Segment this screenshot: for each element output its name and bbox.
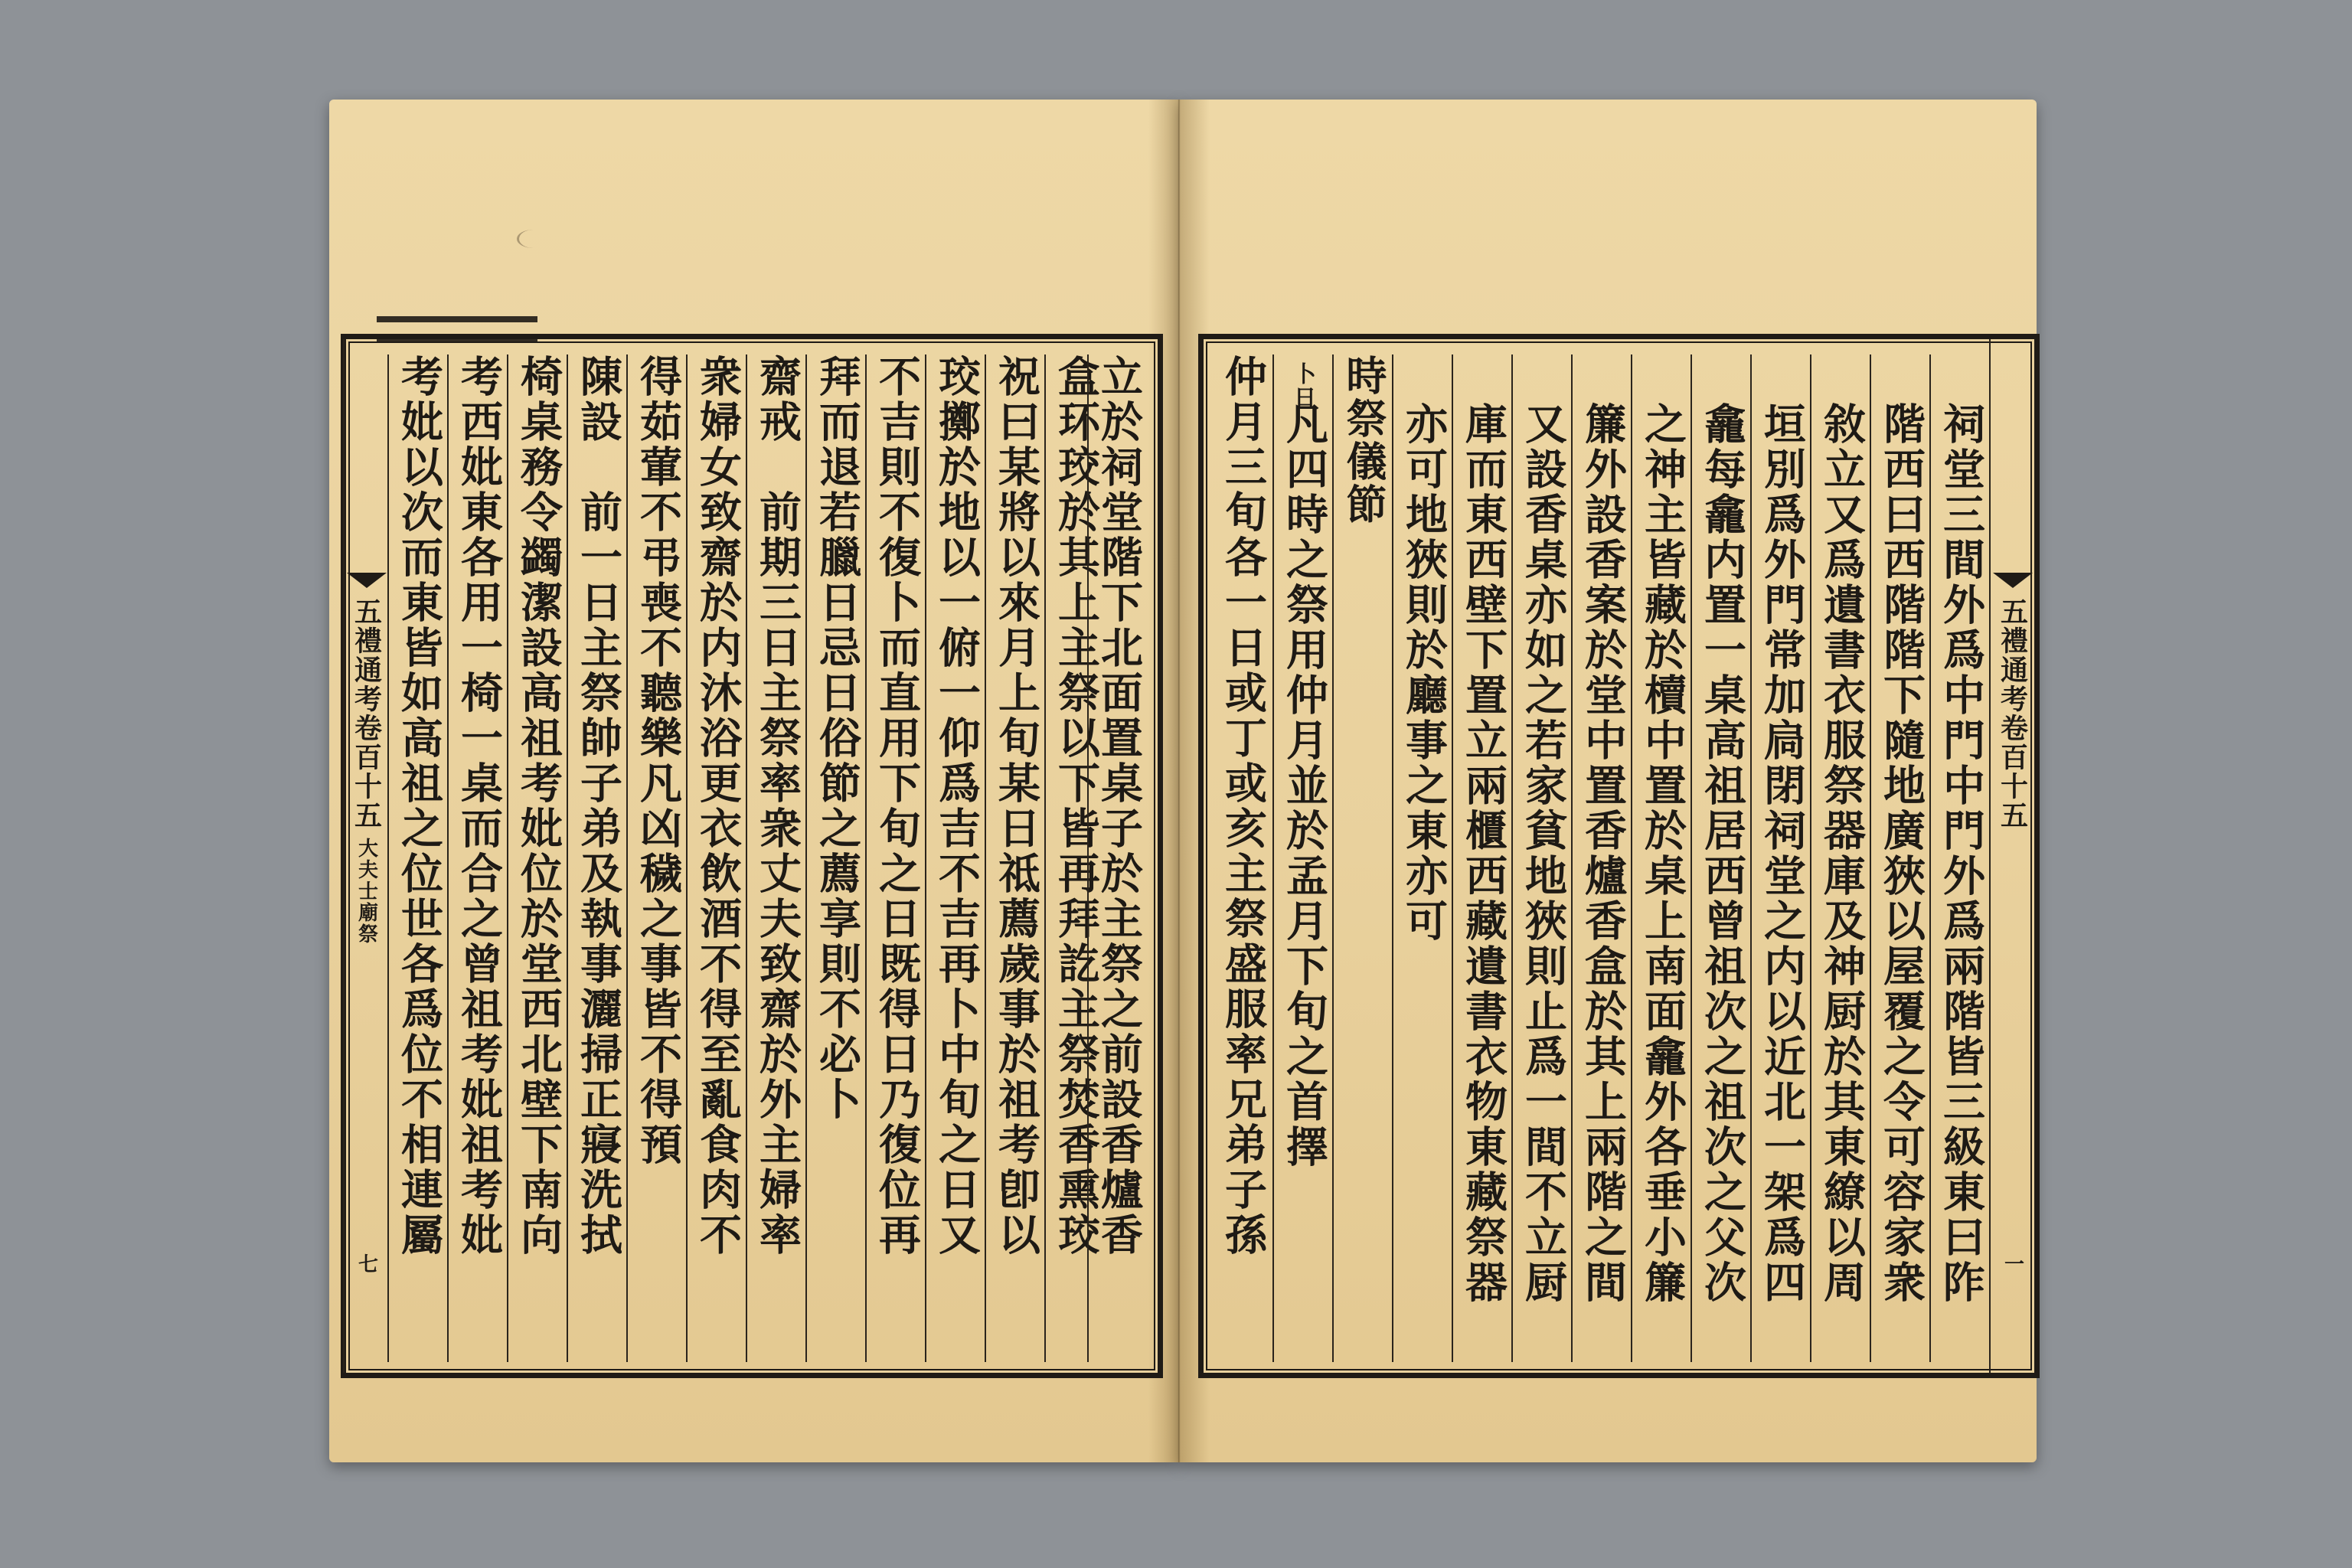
text-column xyxy=(1511,354,1573,1362)
right-spine xyxy=(1989,339,2035,1373)
text-column xyxy=(1631,354,1692,1362)
text-column xyxy=(1870,354,1931,1362)
spine-title: 五禮通考卷百十五 xyxy=(350,597,383,830)
column-text: 齋戒 前期三日主祭率衆丈夫致齋於外主婦率 xyxy=(753,354,802,1258)
column-text: 仲月三旬各一日或丁或亥主祭盛服率兄弟子孫 xyxy=(1218,354,1268,1258)
column-text: 敘立又爲遺書衣服祭器庫及神厨於其東繚以周 xyxy=(1817,402,1867,1305)
right-text-frame xyxy=(1198,334,2040,1378)
column-text: 亦可地狹則於廳事之東亦可 xyxy=(1399,402,1449,944)
paper-stain xyxy=(517,230,550,248)
column-text: 拜而退若臘日忌日俗節之薦享則不必卜 xyxy=(812,354,862,1122)
text-column xyxy=(1332,354,1393,1362)
text-column xyxy=(1452,354,1513,1362)
column-text: 衆婦女致齋於内沐浴更衣飲酒不得至亂食肉不 xyxy=(693,354,743,1258)
column-text: 階西曰西階階下隨地廣狹以屋覆之令可容家衆 xyxy=(1877,402,1926,1305)
column-text: 庫而東西壁下置立兩櫃西藏遺書衣物東藏祭器 xyxy=(1459,402,1508,1305)
text-column xyxy=(567,354,628,1362)
column-text: 考西妣東各用一椅一桌而合之曾祖考妣祖考妣 xyxy=(454,354,504,1258)
text-column xyxy=(507,354,568,1362)
column-text: 又設香桌亦如之若家貧地狹則止爲一間不立厨 xyxy=(1518,402,1568,1305)
spine-folio: 一 xyxy=(2001,1253,2024,1273)
text-column xyxy=(865,354,926,1362)
column-text: 珓擲於地以一俯一仰爲吉不吉再卜中旬之日又 xyxy=(932,354,982,1258)
text-column xyxy=(387,354,449,1362)
column-text: 龕每龕内置一桌高祖居西曾祖次之祖次之父次 xyxy=(1697,402,1747,1305)
column-text: 陳設 前一日主祭帥子弟及執事灑掃正寢洗拭 xyxy=(573,354,623,1258)
text-column xyxy=(1272,354,1334,1362)
column-text: 椅桌務令蠲潔設高祖考妣位於堂西北壁下南向 xyxy=(514,354,564,1258)
column-text: 立於祠堂階下北面置桌子於主祭之前設香爐香 xyxy=(1094,354,1144,1258)
text-column xyxy=(1929,354,1991,1362)
text-column xyxy=(686,354,747,1362)
column-text: 垣別爲外門常加扃閉祠堂之内以近北一架爲四 xyxy=(1757,402,1807,1305)
column-text: 之神主皆藏於櫝中置於桌上南面龕外各垂小簾 xyxy=(1638,402,1687,1305)
text-column xyxy=(1750,354,1811,1362)
left-spine xyxy=(343,339,389,1373)
column-text: 凡四時之祭用仲月並於孟月下旬之首擇 xyxy=(1279,402,1329,1170)
text-column xyxy=(1087,354,1148,1362)
column-text: 祝曰某將以來月上旬某日祗薦歲事於祖考卽以 xyxy=(991,354,1041,1258)
text-column xyxy=(1571,354,1632,1362)
column-text: 不吉則不復卜而直用下旬之日既得日乃復位再 xyxy=(872,354,922,1258)
column-text: 盒环珓於其上主祭以下皆再拜訖主祭焚香熏珓 xyxy=(1051,354,1101,1258)
fish-tail-mark-icon xyxy=(1993,573,2033,588)
text-column xyxy=(1690,354,1752,1362)
left-text-frame xyxy=(341,334,1163,1378)
entry-label: 卜日 xyxy=(1291,362,1317,410)
text-column xyxy=(1213,354,1272,1362)
section-heading: 時祭儀節 xyxy=(1340,354,1387,526)
text-column xyxy=(985,354,1046,1362)
column-text: 考妣以次而東皆如高祖之位世各爲位不相連屬 xyxy=(394,354,444,1258)
text-column xyxy=(925,354,986,1362)
column-text: 簾外設香案於堂中置香爐香盒於其上兩階之間 xyxy=(1578,402,1628,1305)
spine-subtitle: 大夫士廟祭 xyxy=(354,838,378,945)
column-text: 祠堂三間外爲中門中門外爲兩階皆三級東曰阼 xyxy=(1936,402,1986,1305)
text-column xyxy=(1392,354,1453,1362)
text-column xyxy=(626,354,688,1362)
spine-title: 五禮通考卷百十五 xyxy=(1996,597,2029,830)
text-column xyxy=(805,354,867,1362)
text-column xyxy=(746,354,807,1362)
text-column xyxy=(1810,354,1871,1362)
fish-tail-mark-icon xyxy=(347,573,387,588)
column-text: 得茹葷不弔喪不聽樂凡凶穢之事皆不得預 xyxy=(633,354,683,1168)
text-column xyxy=(447,354,508,1362)
block-top-mark xyxy=(377,316,537,341)
spine-folio: 七 xyxy=(354,1253,378,1273)
